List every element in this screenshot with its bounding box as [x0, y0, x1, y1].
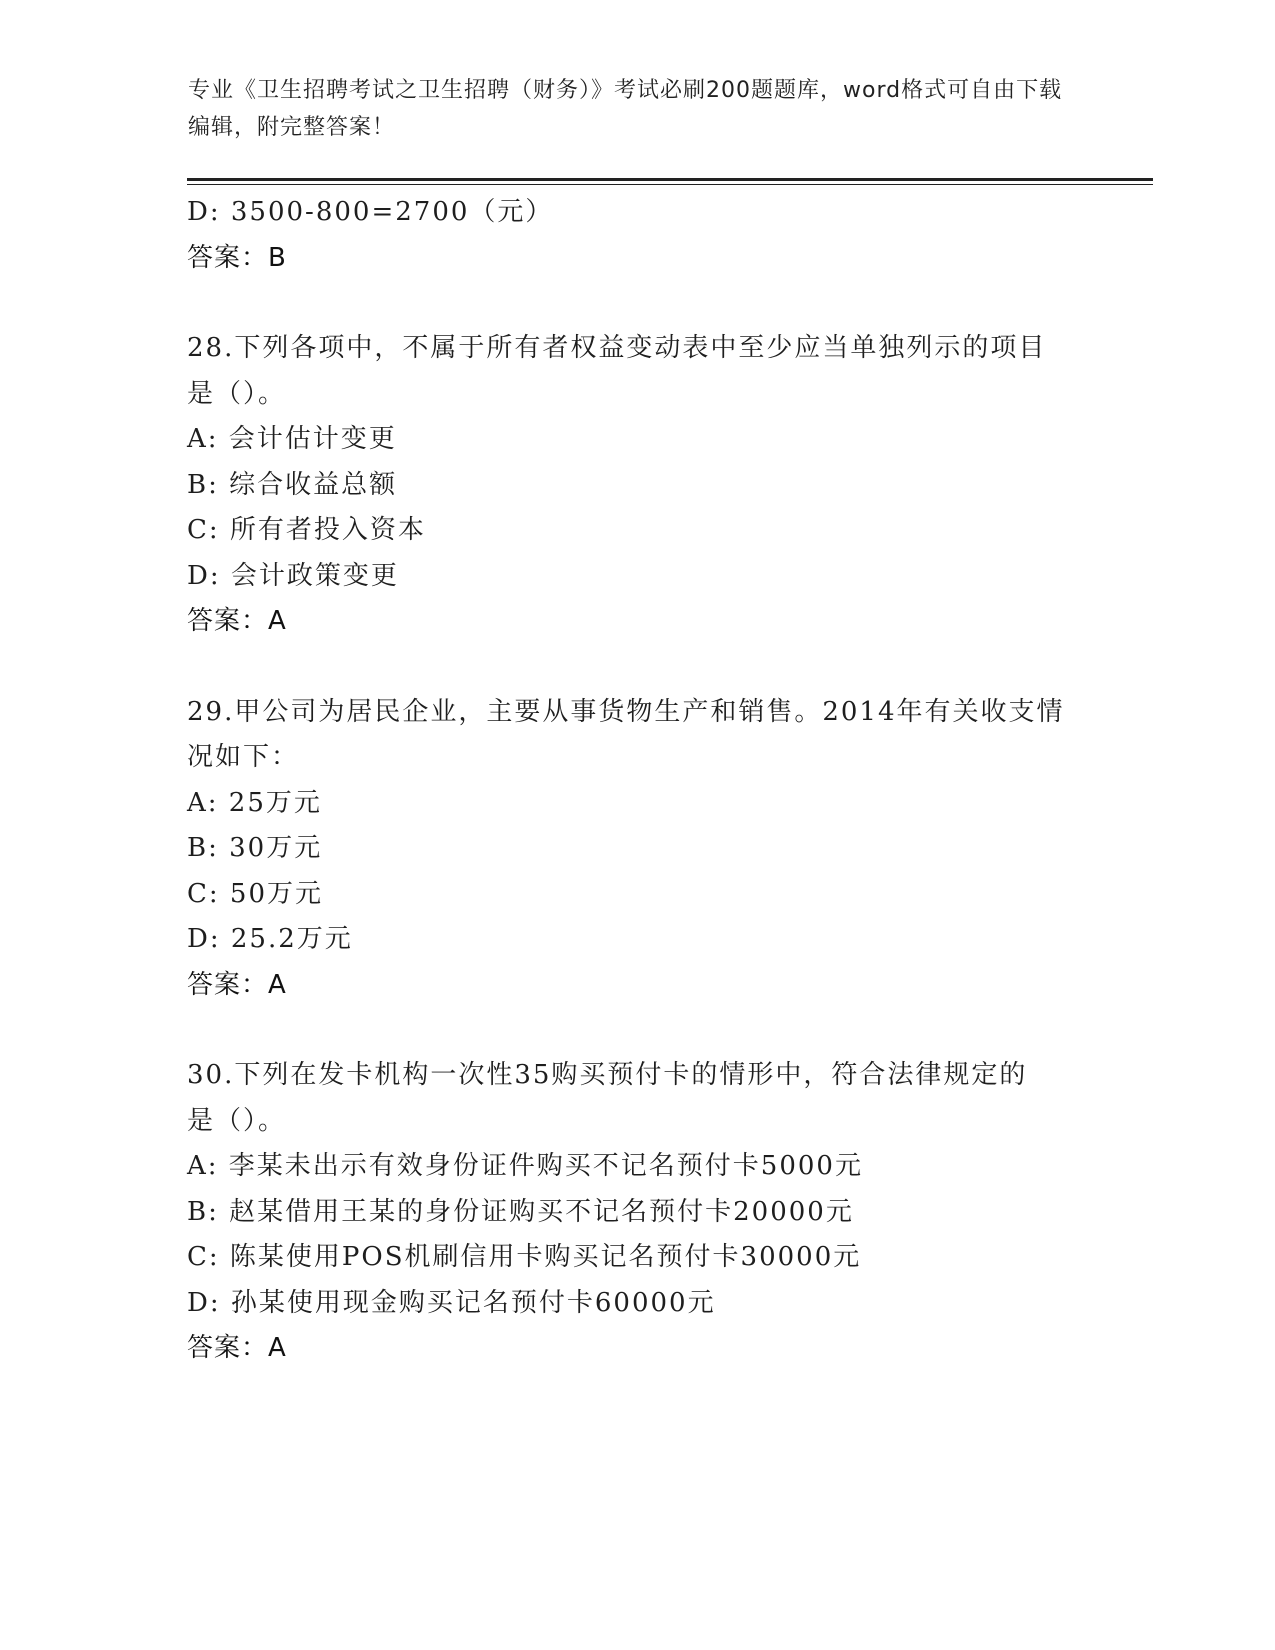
option-b: B: 综合收益总额: [187, 469, 398, 500]
previous-question-answer: 答案：B: [187, 242, 287, 273]
question-30: [187, 1053, 1087, 1372]
option-c: C: 所有者投入资本: [187, 515, 426, 545]
question-stem-continued: 况如下：: [187, 742, 300, 772]
option-a: A: 会计估计变更: [187, 424, 397, 454]
previous-question-option-d: D: 3500-800=2700（元）: [187, 197, 554, 227]
question-29: [187, 690, 1087, 1009]
question-content: [187, 190, 1087, 1372]
question-stem: 30.下列在发卡机构一次性35购买预付卡的情形中，符合法律规定的: [187, 1060, 1028, 1090]
option-b: B: 30万元: [187, 833, 323, 863]
question-stem-continued: 是（）。: [187, 1105, 287, 1136]
header-divider-thick: [187, 178, 1153, 181]
spacer: [187, 1008, 1087, 1053]
option-b: B: 赵某借用王某的身份证购买不记名预付卡20000元: [187, 1196, 854, 1227]
answer: 答案：A: [187, 606, 287, 636]
question-stem: 28.下列各项中，不属于所有者权益变动表中至少应当单独列示的项目: [187, 333, 1047, 363]
option-a: A: 25万元: [187, 787, 322, 818]
question-stem: 29.甲公司为居民企业，主要从事货物生产和销售。2014年有关收支情: [187, 696, 1065, 727]
option-d: D: 孙某使用现金购买记名预付卡60000元: [187, 1287, 716, 1318]
spacer: [187, 645, 1087, 690]
option-a: A: 李某未出示有效身份证件购买不记名预付卡5000元: [187, 1151, 863, 1181]
question-28: [187, 326, 1087, 645]
option-c: C: 50万元: [187, 878, 324, 909]
option-d: D: 25.2万元: [187, 924, 353, 954]
question-stem-continued: 是（）。: [187, 378, 287, 409]
option-c: C: 陈某使用POS机刷信用卡购买记名预付卡30000元: [187, 1242, 862, 1272]
document-header: 专业《卫生招聘考试之卫生招聘（财务）》考试必刷200题题库，word格式可自由下载编辑，附完整答案！: [188, 78, 1063, 140]
header-divider-thin: [187, 184, 1153, 185]
option-d: D: 会计政策变更: [187, 560, 399, 591]
spacer: [187, 281, 1087, 326]
answer: 答案：A: [187, 969, 287, 1000]
answer: 答案：A: [187, 1333, 287, 1363]
